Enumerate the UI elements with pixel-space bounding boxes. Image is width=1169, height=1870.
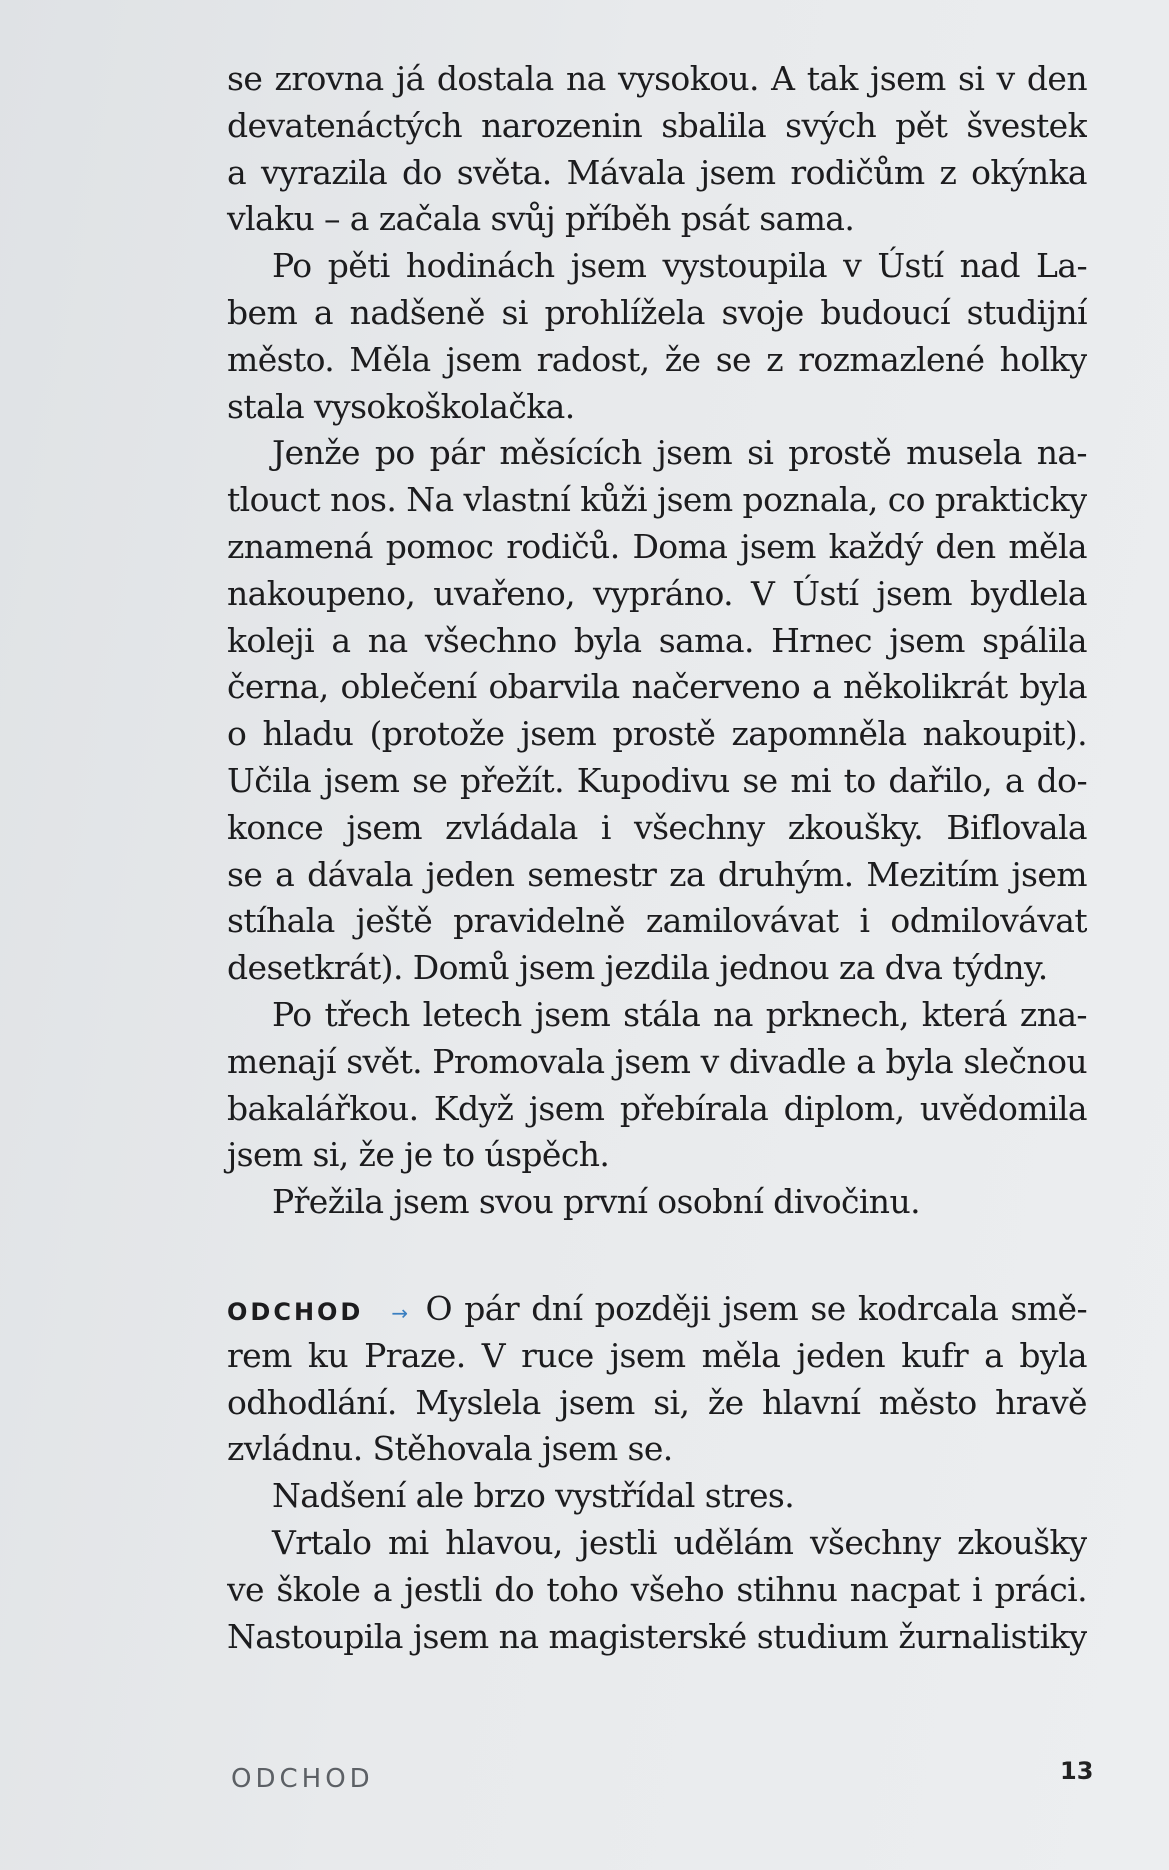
text-line: konce jsem zvládala i všechny zkoušky. Biflovala — [227, 807, 1087, 847]
text-line: Přežila jsem svou první osobní divočinu. — [272, 1182, 920, 1222]
chapter-paragraphs — [227, 56, 1087, 1226]
text-line: Nadšení ale brzo vystřídal stres. — [272, 1476, 795, 1516]
text-line: Po pěti hodinách jsem vystoupila v Ústí nad La- — [272, 246, 1087, 286]
text-line: Učila jsem se přežít. Kupodivu se mi to dařilo, a do- — [227, 760, 1087, 800]
text-line: znamená pomoc rodičů. Doma jsem každý den měla — [227, 526, 1087, 566]
arrow-icon: → — [391, 1300, 408, 1325]
section-first-line — [227, 1286, 1087, 1333]
text-line: bem a nadšeně si prohlížela svoje budoucí studijní — [227, 292, 1087, 332]
text-line: desetkrát). Domů jsem jezdila jednou za dva týdny. — [227, 948, 1048, 988]
text-line: tlouct nos. Na vlastní kůži jsem poznala, co prakticky — [227, 480, 1087, 520]
text-line: stala vysokoškolačka. — [227, 386, 575, 426]
text-line: a vyrazila do světa. Mávala jsem rodičům z okýnka — [227, 152, 1087, 192]
text-line: bakalářkou. Když jsem přebírala diplom, uvědomila — [227, 1088, 1087, 1128]
text-line: nakoupeno, uvařeno, vypráno. V Ústí jsem bydlela — [227, 573, 1087, 613]
text-line: se zrovna já dostala na vysokou. A tak jsem si v den — [227, 59, 1087, 98]
text-line: Po třech letech jsem stála na prknech, která zna- — [272, 994, 1087, 1034]
running-head: ODCHOD — [231, 1764, 374, 1794]
text-line: devatenáctých narozenin sbalila svých pět švestek — [227, 105, 1087, 145]
text-line: o hladu (protože jsem prostě zapomněla nakoupit). — [227, 714, 1087, 754]
text-line: rem ku Praze. V ruce jsem měla jeden kufr a byla — [227, 1335, 1087, 1375]
section-gap — [227, 1226, 1087, 1286]
text-line: černa, oblečení obarvila načerveno a několikrát byla — [227, 667, 1087, 707]
text-line: jsem si, že je to úspěch. — [227, 1135, 610, 1175]
section-paragraphs — [227, 1333, 1087, 1661]
text-line: menají svět. Promovala jsem v divadle a byla slečnou — [227, 1041, 1087, 1081]
text-line: odhodlání. Myslela jsem si, že hlavní město hravě — [227, 1382, 1087, 1422]
text-line: se a dávala jeden semestr za druhým. Mezitím jsem — [227, 854, 1087, 894]
text-line: Nastoupila jsem na magisterské studium žurnalistiky — [227, 1616, 1087, 1656]
text-line: zvládnu. Stěhovala jsem se. — [227, 1429, 673, 1469]
text-line: vlaku – a začala svůj příběh psát sama. — [227, 199, 855, 239]
text-line: stíhala ještě pravidelně zamilovávat i odmilovávat — [227, 901, 1087, 941]
section-heading: ODCHOD — [227, 1297, 364, 1326]
text-line: koleji a na všechno byla sama. Hrnec jsem spálila — [227, 620, 1087, 660]
text-line: Vrtalo mi hlavou, jestli udělám všechny zkoušky — [272, 1522, 1087, 1562]
text-line: Jenže po pár měsících jsem si prostě musela na- — [272, 433, 1087, 473]
page-number: 13 — [1060, 1757, 1094, 1785]
text-line: ve škole a jestli do toho všeho stihnu nacpat i práci. — [227, 1569, 1087, 1609]
body-text — [227, 56, 1087, 1660]
text-line: město. Měla jsem radost, že se z rozmazlené holky — [227, 339, 1087, 379]
section-first-line-text: O pár dní později jsem se kodrcala smě- — [425, 1288, 1087, 1328]
